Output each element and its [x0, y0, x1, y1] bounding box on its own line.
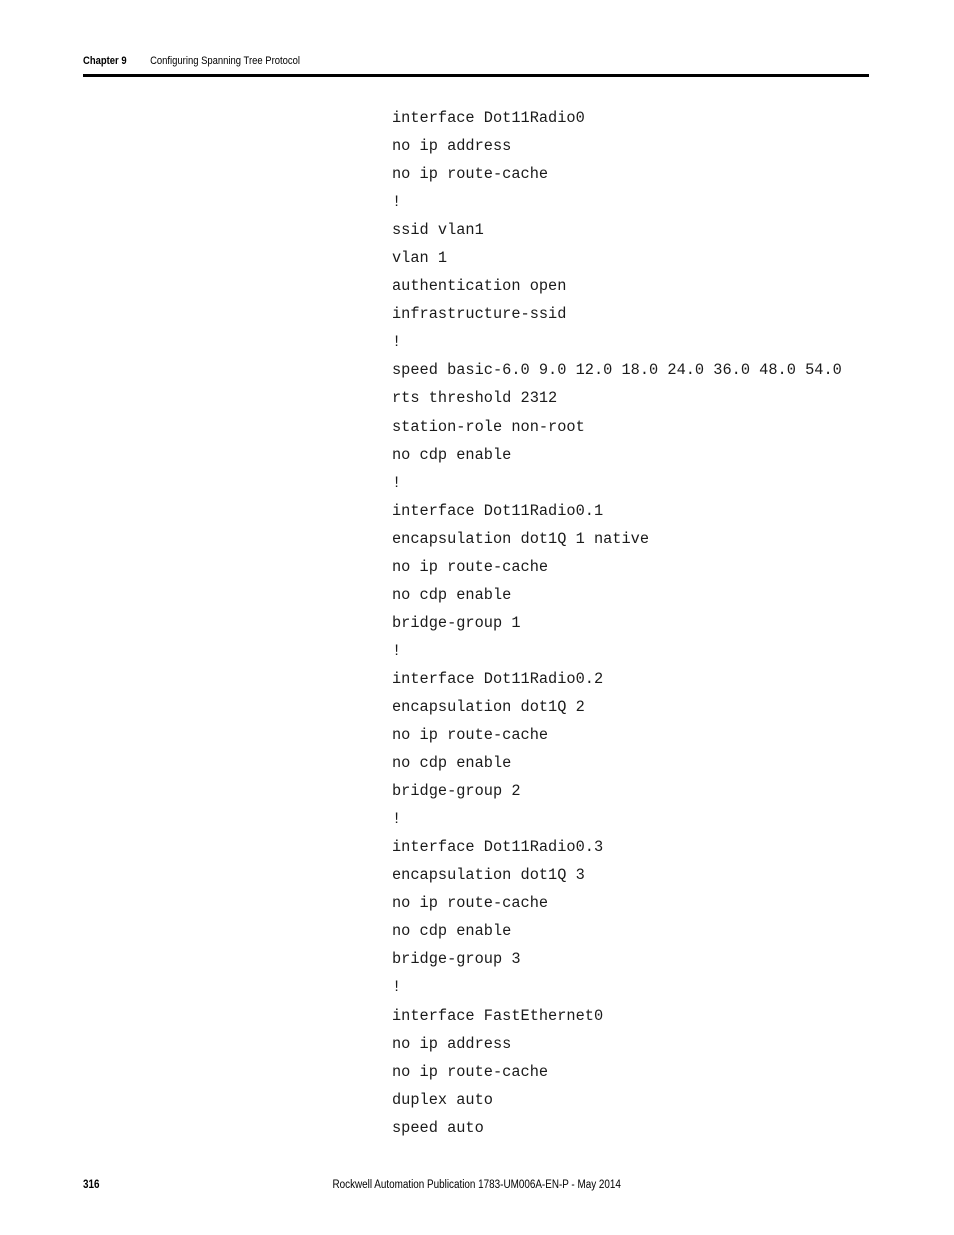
code-line: no ip route-cache — [392, 557, 549, 576]
code-line: no cdp enable — [392, 754, 512, 773]
code-line: bridge-group 3 — [392, 950, 521, 969]
code-line: no ip route-cache — [392, 726, 549, 745]
code-line: interface Dot11Radio0 — [392, 109, 585, 127]
code-line: ! — [392, 978, 402, 997]
code-line: ! — [392, 810, 402, 829]
page-number: 316 — [83, 1179, 100, 1191]
code-line: duplex auto — [392, 1090, 493, 1109]
config-code-block — [392, 104, 842, 1142]
chapter-title: Configuring Spanning Tree Protocol — [150, 55, 300, 67]
code-line: rts threshold 2312 — [392, 389, 558, 408]
code-line: no cdp enable — [392, 585, 512, 604]
code-line: station-role non-root — [392, 417, 585, 436]
code-line: interface Dot11Radio0.1 — [392, 501, 604, 520]
code-line: encapsulation dot1Q 2 — [392, 697, 585, 716]
code-line: no ip address — [392, 1034, 512, 1053]
code-line: ! — [392, 193, 402, 212]
code-line: ssid vlan1 — [392, 221, 484, 240]
code-line: speed auto — [392, 1118, 484, 1137]
header-rule — [83, 74, 869, 77]
code-line: no ip address — [392, 137, 512, 156]
code-line: ! — [392, 641, 402, 660]
code-line: no cdp enable — [392, 922, 512, 941]
code-line: infrastructure-ssid — [392, 305, 567, 324]
publication-footer — [0, 1177, 954, 1193]
code-line: no ip route-cache — [392, 894, 549, 913]
code-line: interface Dot11Radio0.3 — [392, 838, 604, 857]
code-line: speed basic-6.0 9.0 12.0 18.0 24.0 36.0 48.0 54.0 — [392, 361, 842, 380]
running-header — [83, 53, 759, 69]
code-line: no cdp enable — [392, 445, 512, 464]
code-line: encapsulation dot1Q 1 native — [392, 529, 650, 548]
code-line: vlan 1 — [392, 249, 448, 268]
code-line: interface Dot11Radio0.2 — [392, 669, 604, 688]
publication-info: Rockwell Automation Publication 1783-UM006A-EN-P - May 2014 — [332, 1179, 622, 1191]
code-line: no ip route-cache — [392, 165, 549, 184]
code-line: ! — [392, 473, 402, 492]
code-line: bridge-group 1 — [392, 613, 521, 632]
code-line: encapsulation dot1Q 3 — [392, 866, 585, 885]
code-line: no ip route-cache — [392, 1062, 549, 1081]
code-line: ! — [392, 333, 402, 352]
code-line: interface FastEthernet0 — [392, 1006, 604, 1025]
code-line: authentication open — [392, 277, 567, 296]
chapter-label: Chapter 9 — [83, 55, 127, 67]
code-line: bridge-group 2 — [392, 782, 521, 801]
